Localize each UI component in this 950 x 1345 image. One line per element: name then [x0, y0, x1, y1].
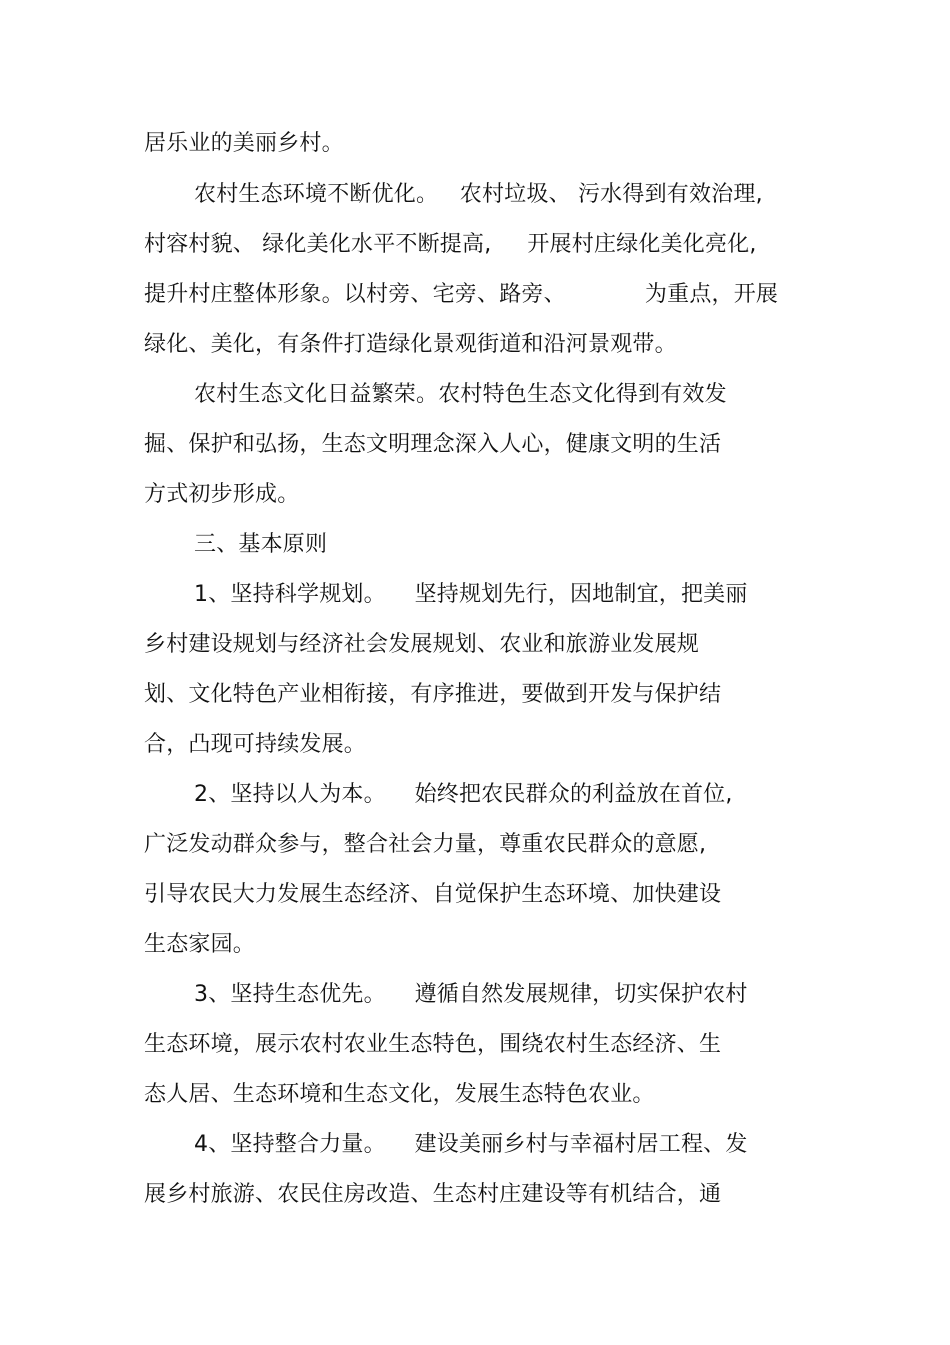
text-line: 掘、保护和弘扬，生态文明理念深入人心，健康文明的生活	[144, 432, 722, 457]
text-line: 生态环境，展示农村农业生态特色，围绕农村生态经济、生	[144, 1032, 722, 1057]
text-line: 提升村庄整体形象。以村旁、宅旁、路旁、 为重点，开展	[144, 282, 779, 307]
text-line: 1、坚持科学规划。 坚持规划先行，因地制宜，把美丽	[194, 582, 748, 607]
text-line: 方式初步形成。	[144, 482, 300, 507]
text-line: 绿化、美化，有条件打造绿化景观街道和沿河景观带。	[144, 332, 677, 357]
text-line: 乡村建设规划与经济社会发展规划、农业和旅游业发展规	[144, 632, 700, 657]
text-line: 4、坚持整合力量。 建设美丽乡村与幸福村居工程、发	[194, 1132, 748, 1157]
text-line: 划、文化特色产业相衔接，有序推进，要做到开发与保护结	[144, 682, 722, 707]
text-line: 村容村貌、 绿化美化水平不断提高, 开展村庄绿化美化亮化,	[144, 232, 757, 257]
text-line: 3、坚持生态优先。 遵循自然发展规律，切实保护农村	[194, 982, 748, 1007]
text-line: 农村生态文化日益繁荣。农村特色生态文化得到有效发	[194, 382, 727, 407]
text-line: 居乐业的美丽乡村。	[144, 131, 344, 156]
text-line: 引导农民大力发展生态经济、自觉保护生态环境、加快建设	[144, 882, 722, 907]
text-line: 态人居、生态环境和生态文化，发展生态特色农业。	[144, 1082, 655, 1107]
section-heading: 三、基本原则	[194, 532, 328, 557]
text-line: 合，凸现可持续发展。	[144, 732, 367, 757]
text-line: 2、坚持以人为本。 始终把农民群众的利益放在首位,	[194, 782, 733, 807]
text-line: 农村生态环境不断优化。 农村垃圾、 污水得到有效治理,	[194, 182, 763, 207]
text-line: 广泛发动群众参与，整合社会力量，尊重农民群众的意愿,	[144, 832, 707, 857]
text-line: 生态家园。	[144, 932, 256, 957]
text-line: 展乡村旅游、农民住房改造、生态村庄建设等有机结合，通	[144, 1182, 722, 1207]
